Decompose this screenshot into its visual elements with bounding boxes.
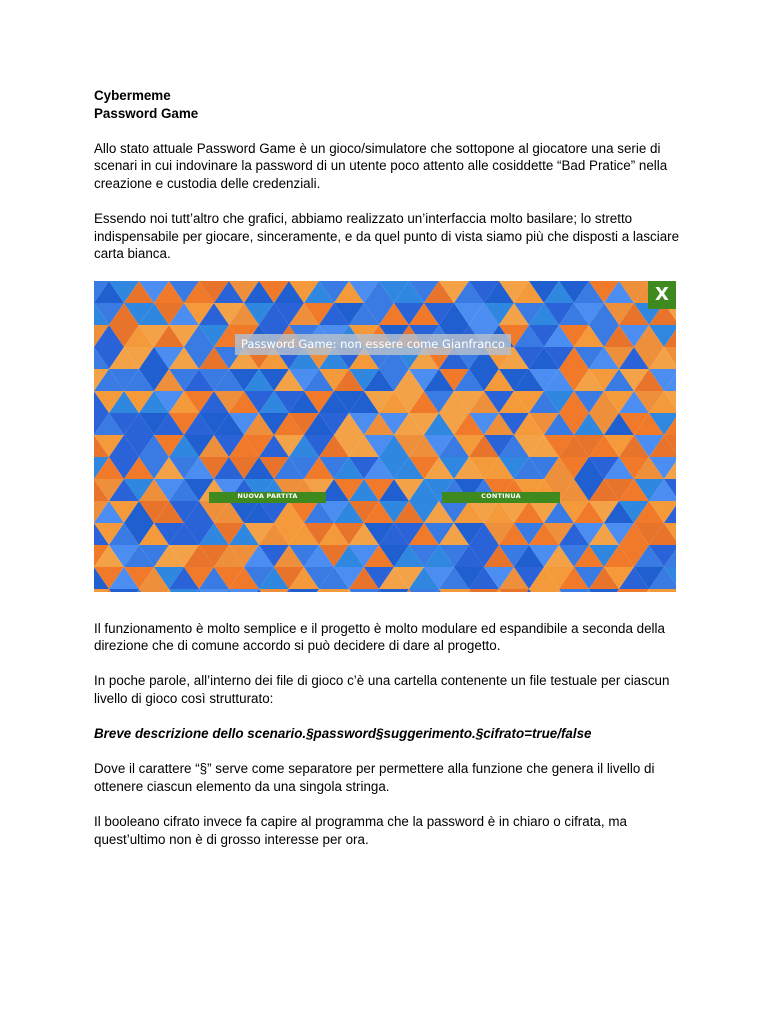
level-format-string: Breve descrizione dello scenario.§password§suggerimento.§cifrato=true/false <box>94 726 592 742</box>
paragraph-boolean: Il booleano cifrato invece fa capire al programma che la password è in chiaro o cifrata, ma quest’ultimo non è di grosso interesse per ora. <box>94 814 627 847</box>
paragraph-intro: Allo stato attuale Password Game è un gioco/simulatore che sottopone al giocatore una serie di scenari in cui indovinare la password di un utente poco attento alle cosiddette “Bad Pratice” nella creazione e custodia delle credenziali. <box>94 140 668 191</box>
game-screenshot <box>94 281 676 592</box>
paragraph-interface: Essendo noi tutt’altro che grafici, abbiamo realizzato un’interfaccia molto basilare; lo stretto indispensabile per giocare, sinceramente, e da quel punto di vista siamo più che disposti a lasciare carta bianca. <box>94 211 680 262</box>
game-title: Password Game: non essere come Gianfranco <box>235 334 511 356</box>
document-title-line1: Cybermeme <box>94 88 171 103</box>
document-title-line2: Password Game <box>94 105 199 121</box>
paragraph-functioning: Il funzionamento è molto semplice e il progetto è molto modulare ed espandibile a seconda della direzione che di comune accordo si può decidere di dare al progetto. <box>94 620 665 654</box>
triangle-mosaic-background <box>94 281 676 592</box>
close-button[interactable]: X <box>648 281 676 309</box>
paragraph-separator: Dove il carattere “§” serve come separatore per permettere alla funzione che genera il livello di ottenere ciascun elemento da una singola stringa. <box>94 761 655 794</box>
continue-button[interactable]: CONTINUA <box>442 492 560 503</box>
document-page <box>94 87 684 866</box>
paragraph-file-structure: In poche parole, all’interno dei file di gioco c’è una cartella contenente un file testuale per ciascun livello di gioco così strutturato: <box>94 673 670 706</box>
new-game-button[interactable]: NUOVA PARTITA <box>209 492 326 503</box>
